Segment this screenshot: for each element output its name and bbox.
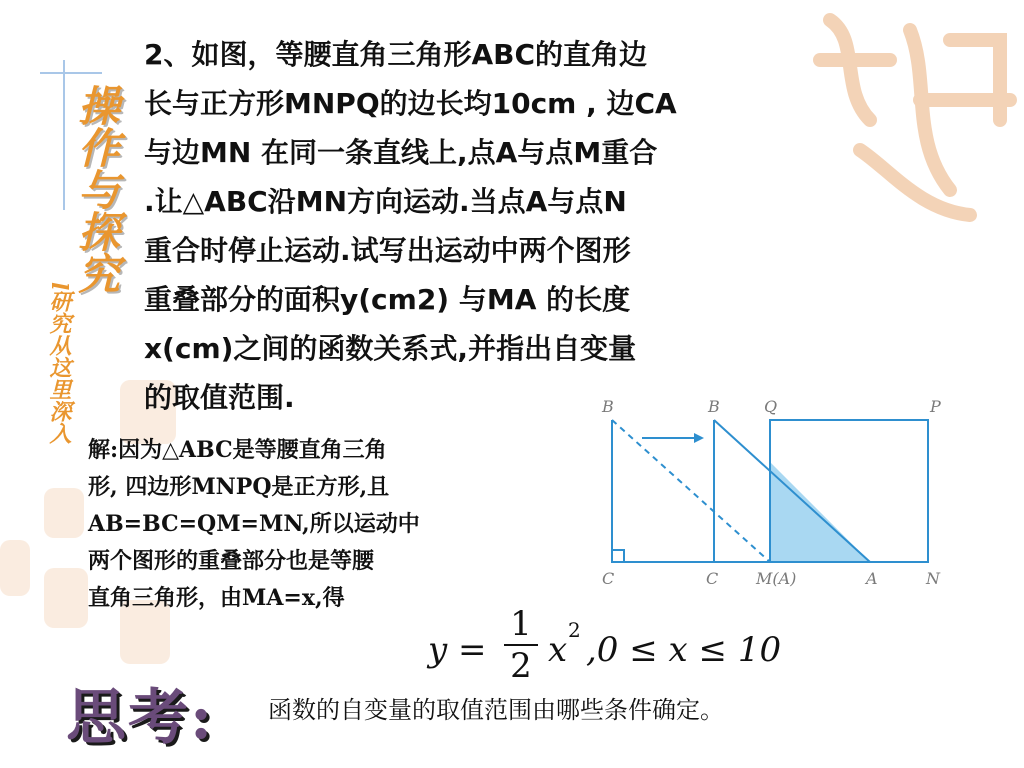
fraction-numerator: 1 — [510, 604, 532, 644]
original-triangle-bc-hypotenuse — [612, 420, 770, 562]
solution-line: 解:因为△ABC是等腰直角三角 — [88, 437, 387, 463]
label-b2: B — [708, 397, 720, 416]
formula-condition: ,0 ≤ x ≤ 10 — [586, 630, 782, 670]
arrow-head — [694, 433, 704, 443]
formula-lhs: y = — [428, 630, 487, 670]
right-angle-mark — [612, 550, 624, 562]
think-heading: 思考: — [66, 683, 215, 753]
formula-exponent: 2 — [568, 618, 581, 642]
formula-variable: x — [548, 630, 568, 670]
decorative-stamp — [44, 568, 88, 628]
label-b1: B — [602, 397, 614, 416]
problem-line: 的取值范围. — [144, 381, 295, 414]
label-a: A — [866, 569, 878, 588]
problem-line: 长与正方形MNPQ的边长均10cm , 边CA — [144, 87, 677, 120]
label-c1: C — [602, 569, 615, 588]
decorative-stamp — [0, 540, 30, 596]
solution-line: 直角三角形，由MA=x,得 — [88, 585, 345, 611]
solution-line: 形, 四边形MNPQ是正方形,且 — [88, 474, 390, 500]
label-c2: C — [706, 569, 719, 588]
section-title: 操作与探究 — [72, 84, 121, 294]
decorative-line — [63, 60, 65, 210]
problem-line: 重合时停止运动.试写出运动中两个图形 — [144, 234, 631, 267]
problem-line: x(cm)之间的函数关系式,并指出自变量 — [144, 332, 637, 365]
problem-line: 重叠部分的面积y(cm2) 与MA 的长度 — [144, 283, 631, 316]
problem-line: 2、如图，等腰直角三角形ABC的直角边 — [144, 38, 648, 71]
fraction-denominator: 2 — [510, 646, 532, 686]
problem-line: 与边MN 在同一条直线上,点A与点M重合 — [144, 136, 658, 169]
decorative-line — [40, 72, 102, 74]
problem-statement — [144, 30, 862, 422]
problem-line: .让△ABC沿MN方向运动.当点A与点N — [144, 185, 627, 218]
solution-line: 两个图形的重叠部分也是等腰 — [88, 548, 375, 574]
formula-fraction — [504, 606, 538, 684]
label-m-a: M(A) — [756, 569, 797, 588]
section-subtitle: l研究从这里深入 — [46, 282, 72, 445]
solution-line: AB=BC=QM=MN,所以运动中 — [88, 511, 420, 537]
geometry-diagram — [594, 392, 954, 592]
decorative-stamp — [44, 488, 84, 538]
label-p: P — [930, 397, 941, 416]
label-q: Q — [764, 397, 778, 416]
label-n: N — [926, 569, 940, 588]
solution-text — [88, 432, 552, 617]
think-question: 函数的自变量的取值范围由哪些条件确定。 — [268, 696, 724, 724]
diagram-shapes — [612, 420, 928, 562]
